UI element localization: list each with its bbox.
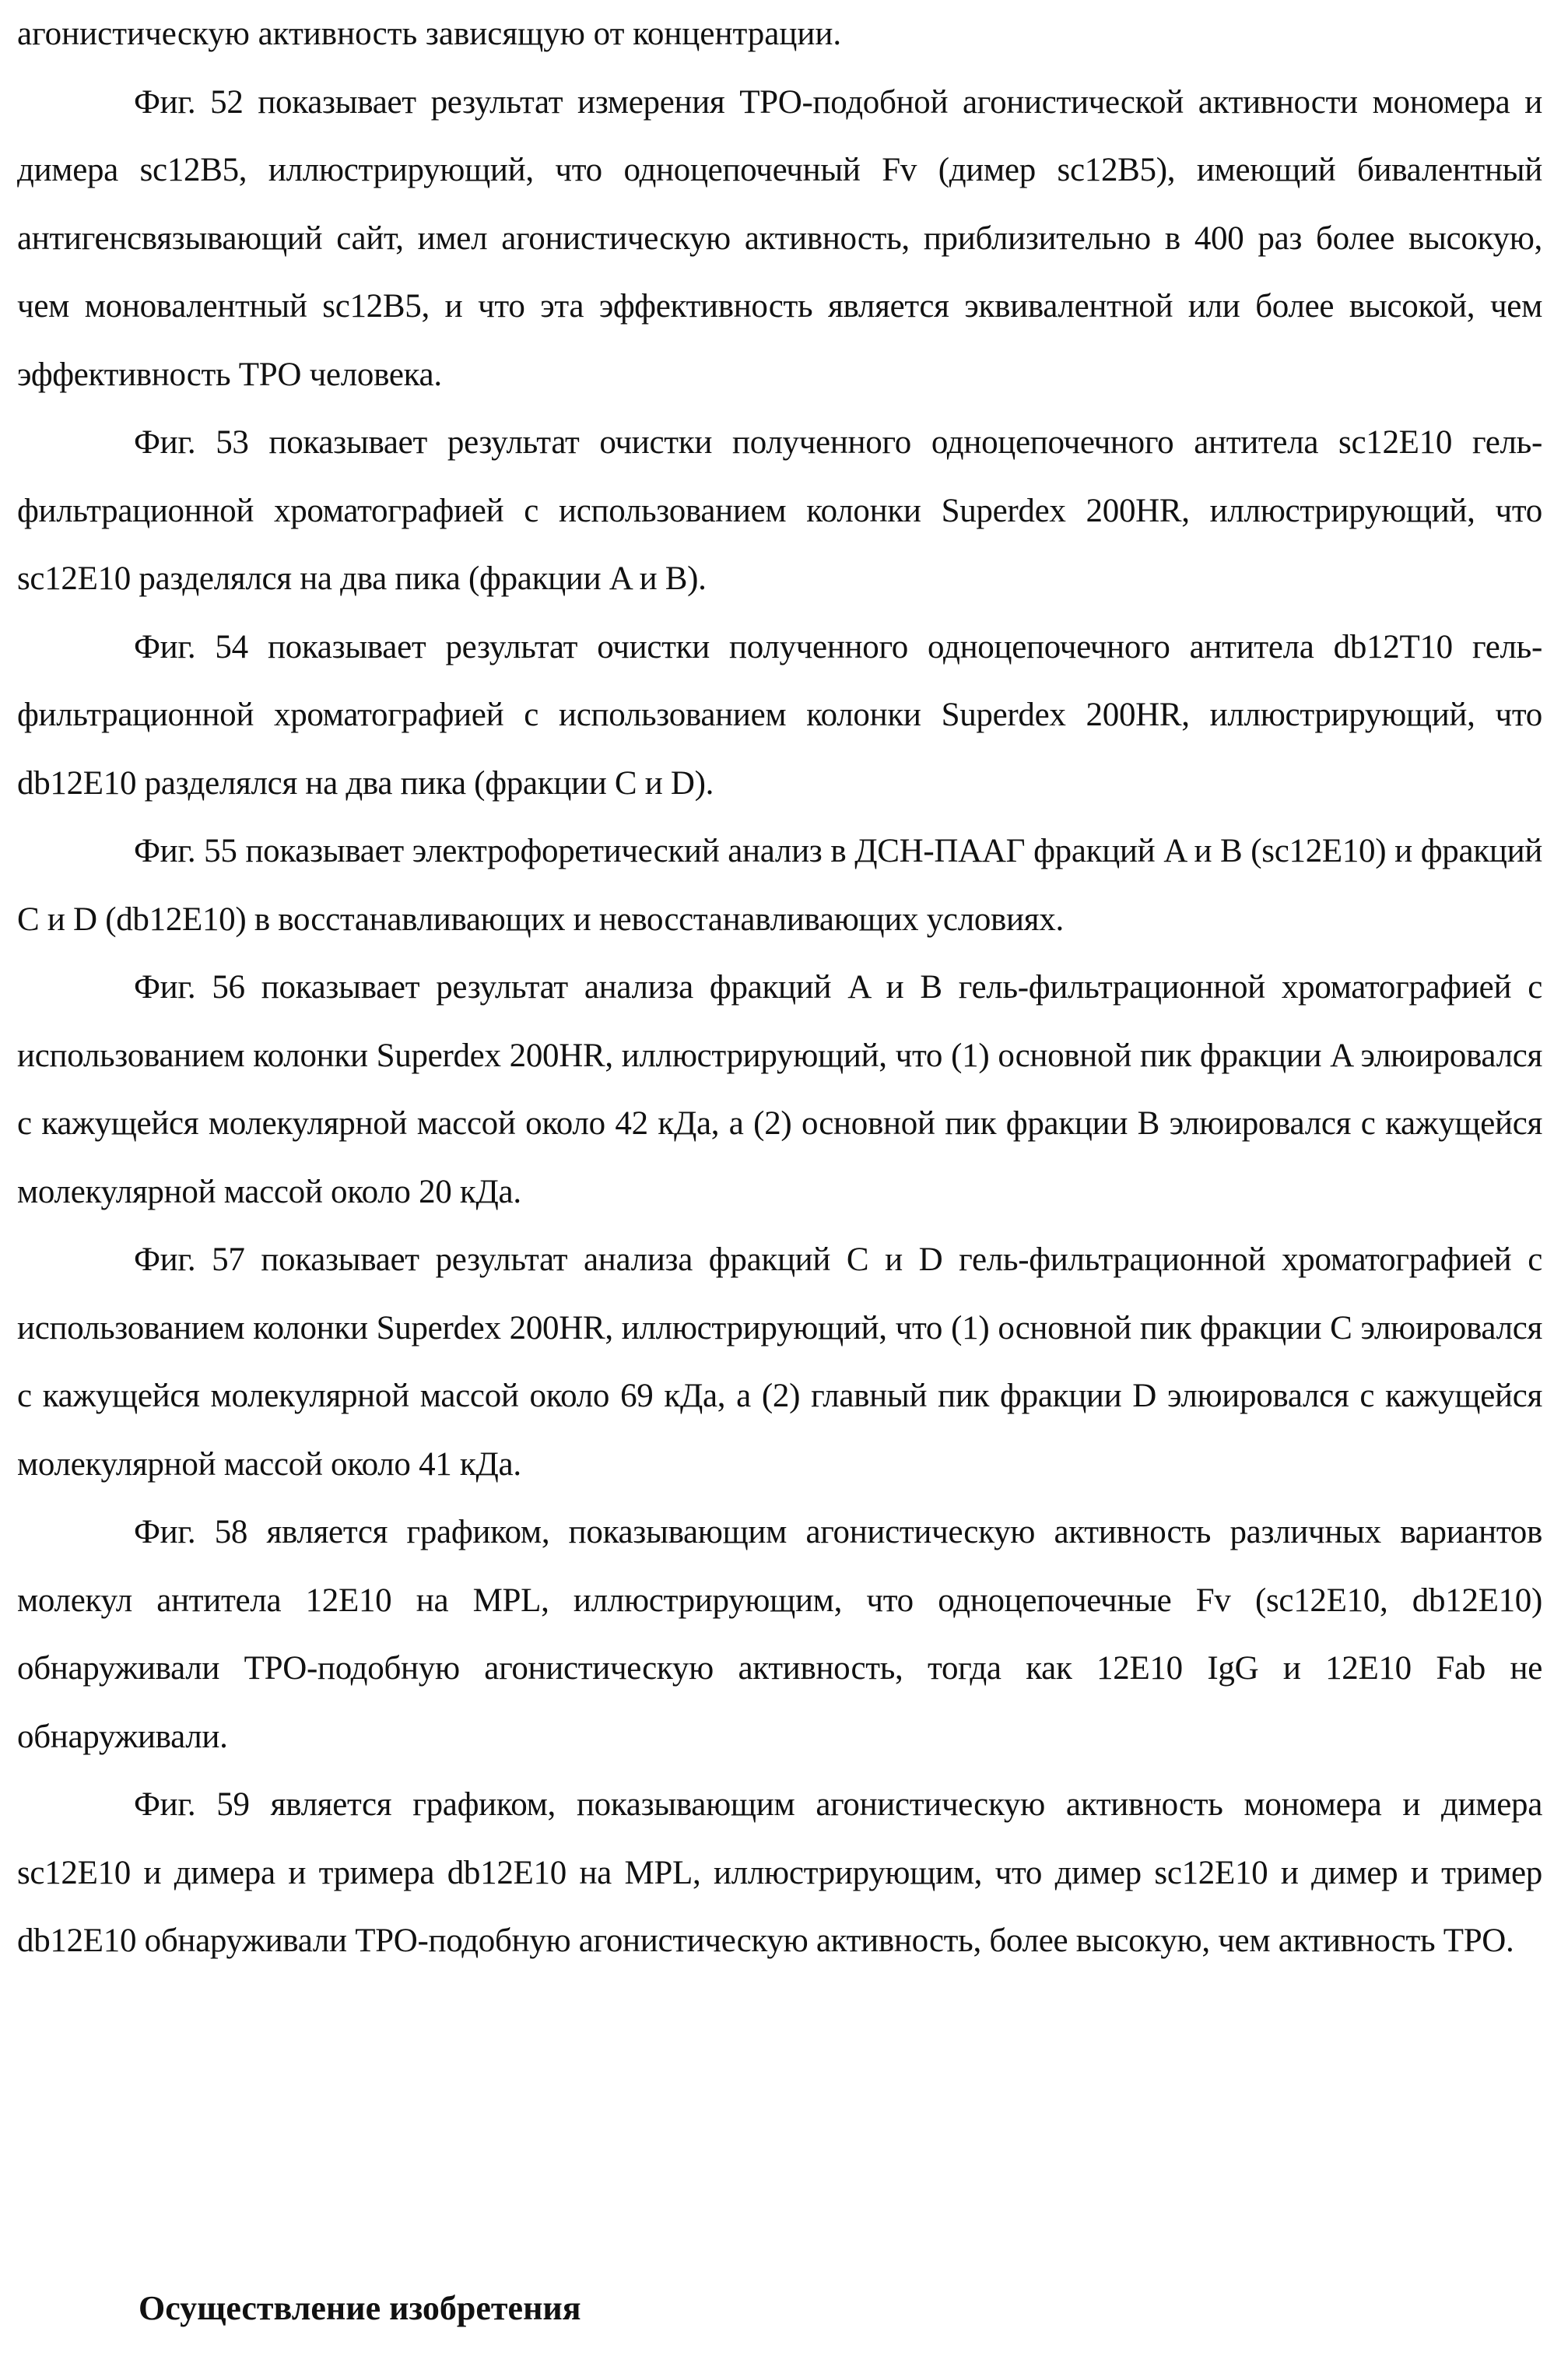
paragraph-fig-59: Фиг. 59 является графиком, показывающим агонистическую активность мономера и димера sc12E10 и димера и тримера db12E10 на MPL, иллюстрирующим, что димер sc12E10 и димер и тример db12E10 обнаруживали TPO-подобную агонистическую активность, более высокую, чем активность TPO.	[17, 1786, 1542, 1959]
paragraph-fig-57: Фиг. 57 показывает результат анализа фракций C и D гель-фильтрационной хроматографией с использованием колонки Superdex 200HR, иллюстрирующий, что (1) основной пик фракции C элюировался с кажущейся молекулярной массой около 69 кДа, а (2) главный пик фракции D элюировался с кажущейся молекулярной массой около 41 кДа.	[17, 1241, 1542, 1483]
paragraph-fig-52: Фиг. 52 показывает результат измерения TPO-подобной агонистической активности мономера и димера sc12B5, иллюстрирующий, что одноцепочечный Fv (димер sc12B5), имеющий бивалентный антигенсвязывающий сайт, имел агонистическую активность, приблизительно в 400 раз более высокую, чем моновалентный sc12B5, и что эта эффективность является эквивалентной или более высокой, чем эффективность TPO человека.	[17, 83, 1542, 393]
section-heading: Осуществление изобретения	[139, 2289, 581, 2327]
paragraph-fig-58: Фиг. 58 является графиком, показывающим агонистическую активность различных вариантов молекул антитела 12E10 на MPL, иллюстрирующим, что одноцепочечные Fv (sc12E10, db12E10) обнаруживали TPO-подобную агонистическую активность, тогда как 12E10 IgG и 12E10 Fab не обнаруживали.	[17, 1514, 1542, 1755]
continuation-line: агонистическую активность зависящую от концентрации.	[17, 16, 842, 52]
document-page	[17, 0, 1542, 1975]
paragraph-fig-53: Фиг. 53 показывает результат очистки полученного одноцепочечного антитела sc12E10 гель-фильтрационной хроматографией с использованием колонки Superdex 200HR, иллюстрирующий, что sc12E10 разделялся на два пика (фракции A и B).	[17, 424, 1542, 597]
paragraph-fig-55: Фиг. 55 показывает электрофоретический анализ в ДСН-ПААГ фракций A и B (sc12E10) и фракций C и D (db12E10) в восстанавливающих и невосстанавливающих условиях.	[17, 833, 1542, 938]
paragraph-fig-56: Фиг. 56 показывает результат анализа фракций A и B гель-фильтрационной хроматографией с использованием колонки Superdex 200HR, иллюстрирующий, что (1) основной пик фракции A элюировался с кажущейся молекулярной массой около 42 кДа, а (2) основной пик фракции B элюировался с кажущейся молекулярной массой около 20 кДа.	[17, 969, 1542, 1210]
paragraph-fig-54: Фиг. 54 показывает результат очистки полученного одноцепочечного антитела db12T10 гель-фильтрационной хроматографией с использованием колонки Superdex 200HR, иллюстрирующий, что db12E10 разделялся на два пика (фракции C и D).	[17, 628, 1542, 802]
